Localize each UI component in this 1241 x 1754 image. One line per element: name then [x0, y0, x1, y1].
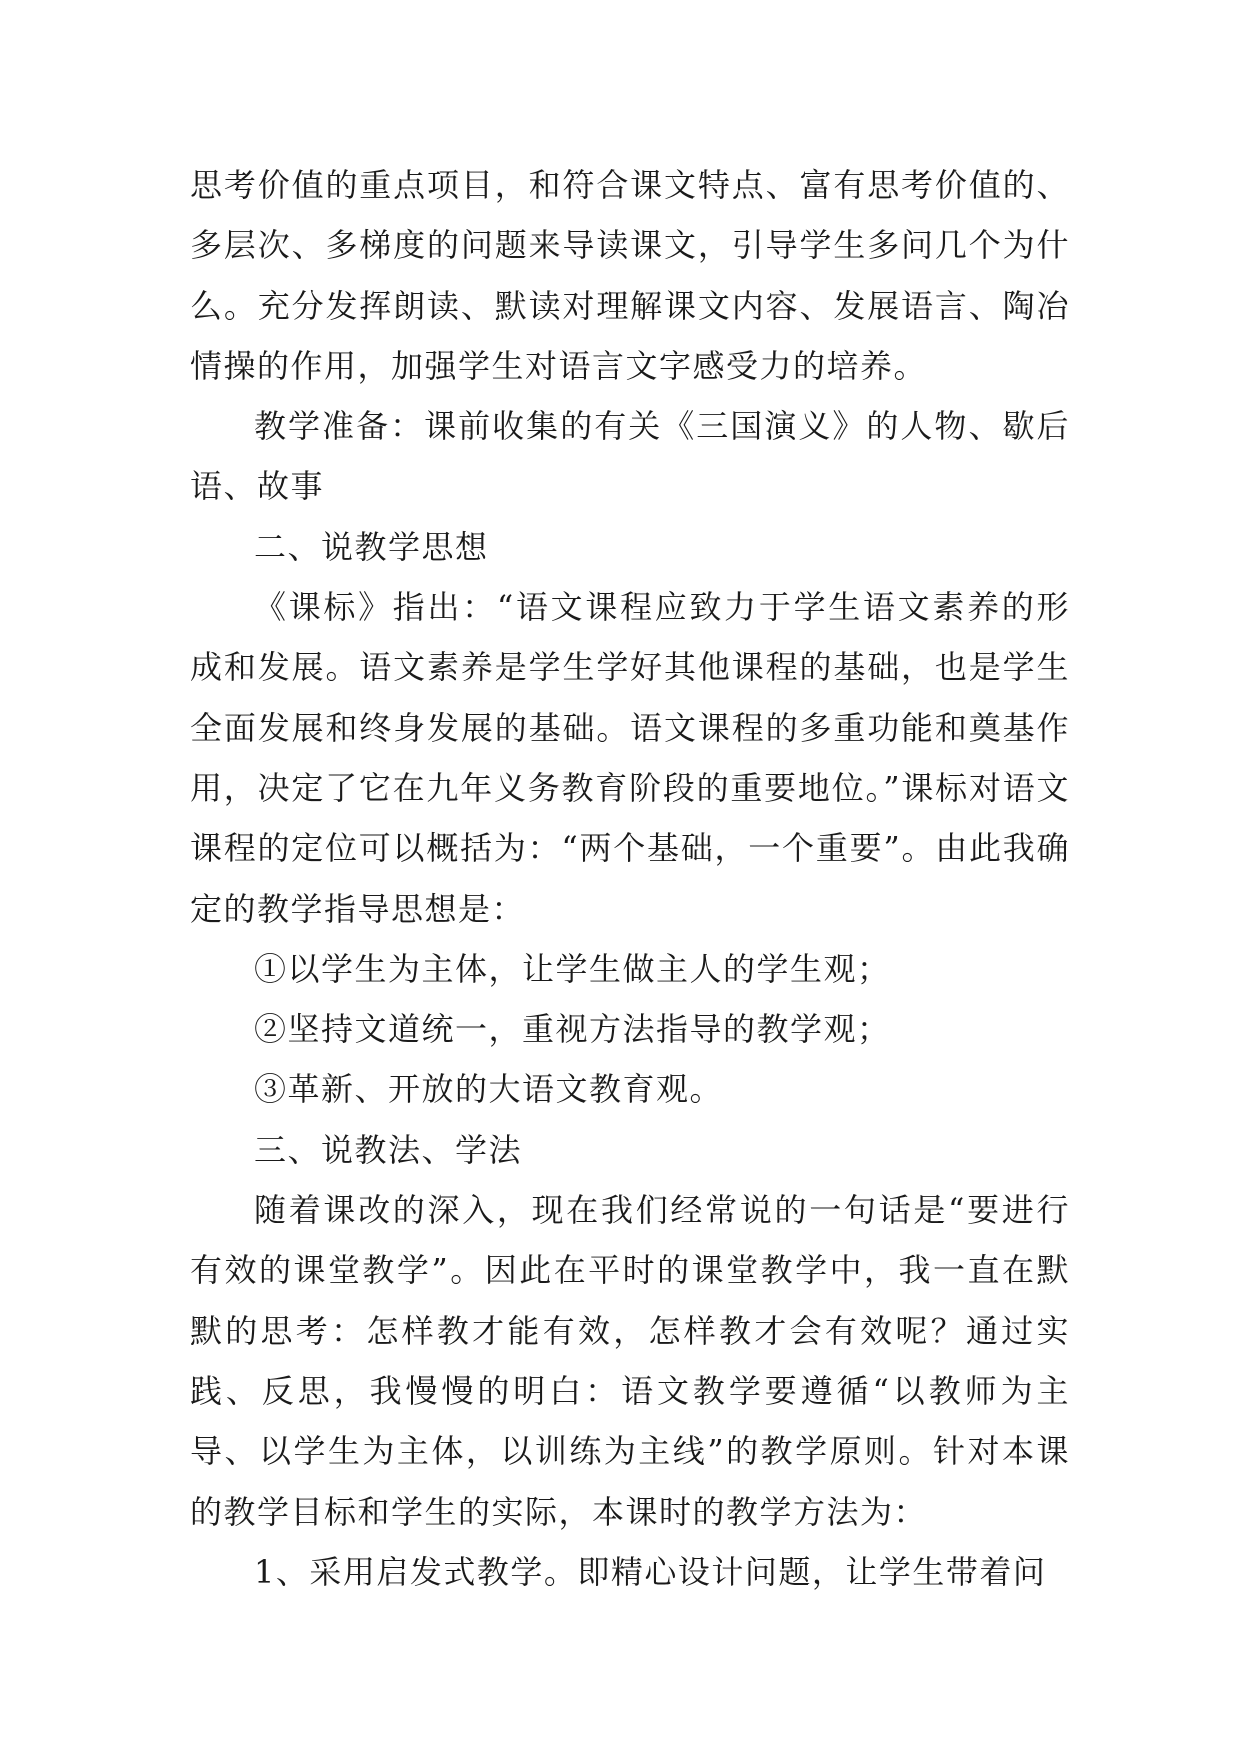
- paragraph-effective-teaching: 随着课改的深入，现在我们经常说的一句话是“要进行有效的课堂教学”。因此在平时的课堂教学中，我一直在默默的思考：怎样教才能有效，怎样教才会有效呢？通过实践、反思，我慢慢的明白：语文教学要遵循“以教师为主导、以学生为主体，以训练为主线”的教学原则。针对本课的教学目标和学生的实际，本课时的教学方法为：: [190, 1191, 1070, 1531]
- section-heading-methods: 三、说教法、学法: [254, 1130, 523, 1169]
- list-item-student-view: ①以学生为主体，让学生做主人的学生观；: [254, 949, 891, 988]
- paragraph-curriculum-standard: 《课标》指出：“语文课程应致力于学生语文素养的形成和发展。语文素养是学生学好其他课程的基础，也是学生全面发展和终身发展的基础。语文课程的多重功能和奠基作用，决定了它在九年义务教育阶段的重要地位。”课标对语文课程的定位可以概括为：“两个基础，一个重要”。由此我确定的教学指导思想是：: [190, 588, 1070, 928]
- paragraph-continuation: 思考价值的重点项目，和符合课文特点、富有思考价值的、多层次、多梯度的问题来导读课文，引导学生多问几个为什么。充分发挥朗读、默读对理解课文内容、发展语言、陶冶情操的作用，加强学生对语言文字感受力的培养。: [190, 166, 1070, 385]
- list-item-teaching-view: ②坚持文道统一，重视方法指导的教学观；: [254, 1010, 891, 1049]
- document-body: [190, 155, 1070, 1602]
- paragraph-teaching-preparation: 教学准备：课前收集的有关《三国演义》的人物、歇后语、故事: [190, 407, 1070, 506]
- list-item-education-view: ③革新、开放的大语文教育观。: [254, 1070, 724, 1109]
- section-heading-teaching-philosophy: 二、说教学思想: [254, 527, 489, 566]
- list-item-heuristic-teaching: 1、采用启发式教学。即精心设计问题，让学生带着问: [254, 1552, 1047, 1591]
